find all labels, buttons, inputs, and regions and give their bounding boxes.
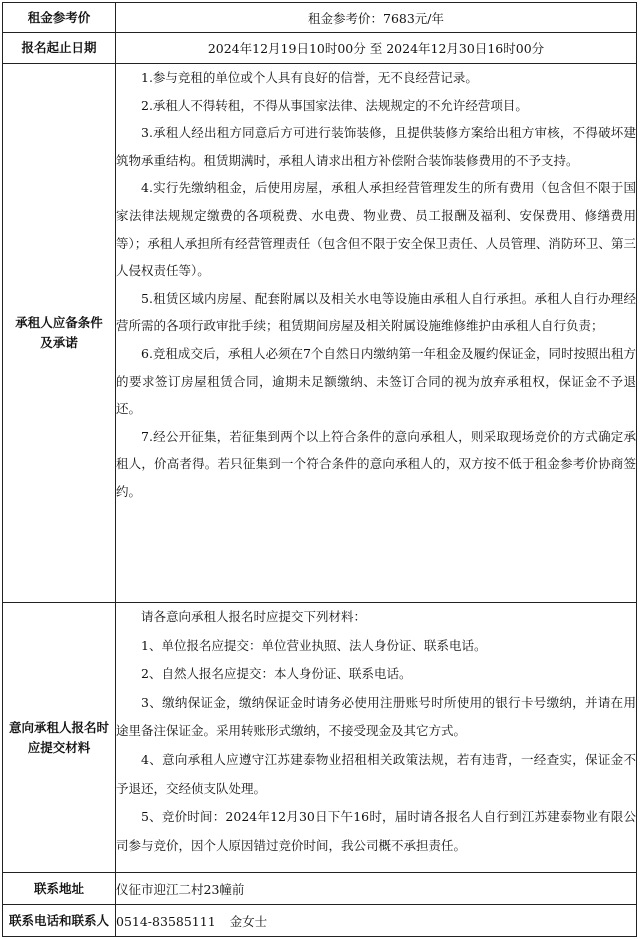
materials-label <box>3 603 116 873</box>
row-lessee-conditions <box>3 64 637 603</box>
materials-label-line: 应提交材料 <box>27 739 91 755</box>
condition-item: 7.经公开征集，若征集到两个以上符合条件的意向承租人，则采取现场竞价的方式确定承租人，价高者得。若只征集到一个符合条件的意向承租人的，双方按不低于租金参考价协商签约。 <box>116 428 636 499</box>
conditions-label <box>3 64 116 603</box>
material-item: 3、缴纳保证金，缴纳保证金时请务必使用注册账号时所使用的银行卡号缴纳，并请在用途里备注保证金。采用转账形式缴纳，不接受现金及其它方式。 <box>116 694 636 739</box>
condition-item: 5.租赁区域内房屋、配套附属以及相关水电等设施由承租人自行承担。承租人自行办理经营所需的各项行政审批手续；租赁期间房屋及相关附属设施维修维护由承租人自行负责； <box>116 290 636 334</box>
condition-item: 3.承租人经出租方同意后方可进行装饰装修，且提供装修方案给出租方审核，不得破坏建筑物承重结构。租赁期满时，承租人请求出租方补偿附合装饰装修费用的不予支持。 <box>116 125 636 168</box>
condition-item: 1.参与竞租的单位或个人具有良好的信誉，无不良经营记录。 <box>141 70 478 85</box>
material-item: 2、自然人报名应提交：本人身份证、联系电话。 <box>141 666 412 682</box>
address-label: 联系地址 <box>3 873 116 905</box>
conditions-label-line: 承租人应备条件 <box>15 315 103 330</box>
material-item: 5、竞价时间：2024年12月30日下午16时，届时请各报名人自行到江苏建泰物业有限公司参与竞价，因个人原因错过竞价时间，我公司概不承担责任。 <box>116 809 636 853</box>
rent-value: 租金参考价：7683元/年 <box>116 3 637 33</box>
contact-value <box>116 905 637 937</box>
condition-item: 6.竞租成交后，承租人必须在7个自然日内缴纳第一年租金及履约保证金，同时按照出租方的要求签订房屋租赁合同，逾期未足额缴纳、未签订合同的视为放弃承租权，保证金不予退还。 <box>116 345 636 417</box>
row-registration-period <box>3 33 637 64</box>
period-label: 报名起止日期 <box>3 33 116 64</box>
row-contact-address <box>3 873 637 905</box>
contact-person: 金女士 <box>229 913 268 929</box>
conditions-content <box>116 64 637 603</box>
condition-item: 2.承租人不得转租，不得从事国家法律、法规规定的不允许经营项目。 <box>141 97 528 113</box>
contact-label: 联系电话和联系人 <box>3 905 116 937</box>
rental-notice-table <box>2 2 637 937</box>
material-item: 4、意向承租人应遵守江苏建泰物业招租相关政策法规，若有违背，一经查实，保证金不予退还，交经侦支队处理。 <box>116 751 636 796</box>
row-required-materials <box>3 603 637 873</box>
row-contact-phone <box>3 905 637 937</box>
period-value: 2024年12月19日10时00分 至 2024年12月30日16时00分 <box>116 33 637 64</box>
condition-item: 4.实行先缴纳租金，后使用房屋，承租人承担经营管理发生的所有费用（包含但不限于国家法律法规规定缴费的各项税费、水电费、物业费、员工报酬及福利、安保费用、修缮费用等）；承租人承担所有经营管理责任（包含但不限于安全保卫责任、人员管理、消防环卫、第三人侵权责任等）。 <box>116 180 636 279</box>
materials-intro: 请各意向承租人报名时应提交下列材料： <box>141 609 367 624</box>
materials-content <box>116 603 637 873</box>
address-value: 仪征市迎江二村23幢前 <box>116 873 637 905</box>
conditions-label-line: 及承诺 <box>40 335 78 350</box>
row-rent-reference <box>3 3 637 33</box>
rent-label: 租金参考价 <box>3 3 116 33</box>
materials-label-line: 意向承租人报名时 <box>8 719 109 735</box>
material-item: 1、单位报名应提交：单位营业执照、法人身份证、联系电话。 <box>141 637 487 653</box>
contact-phone: 0514-83585111 <box>116 913 216 929</box>
